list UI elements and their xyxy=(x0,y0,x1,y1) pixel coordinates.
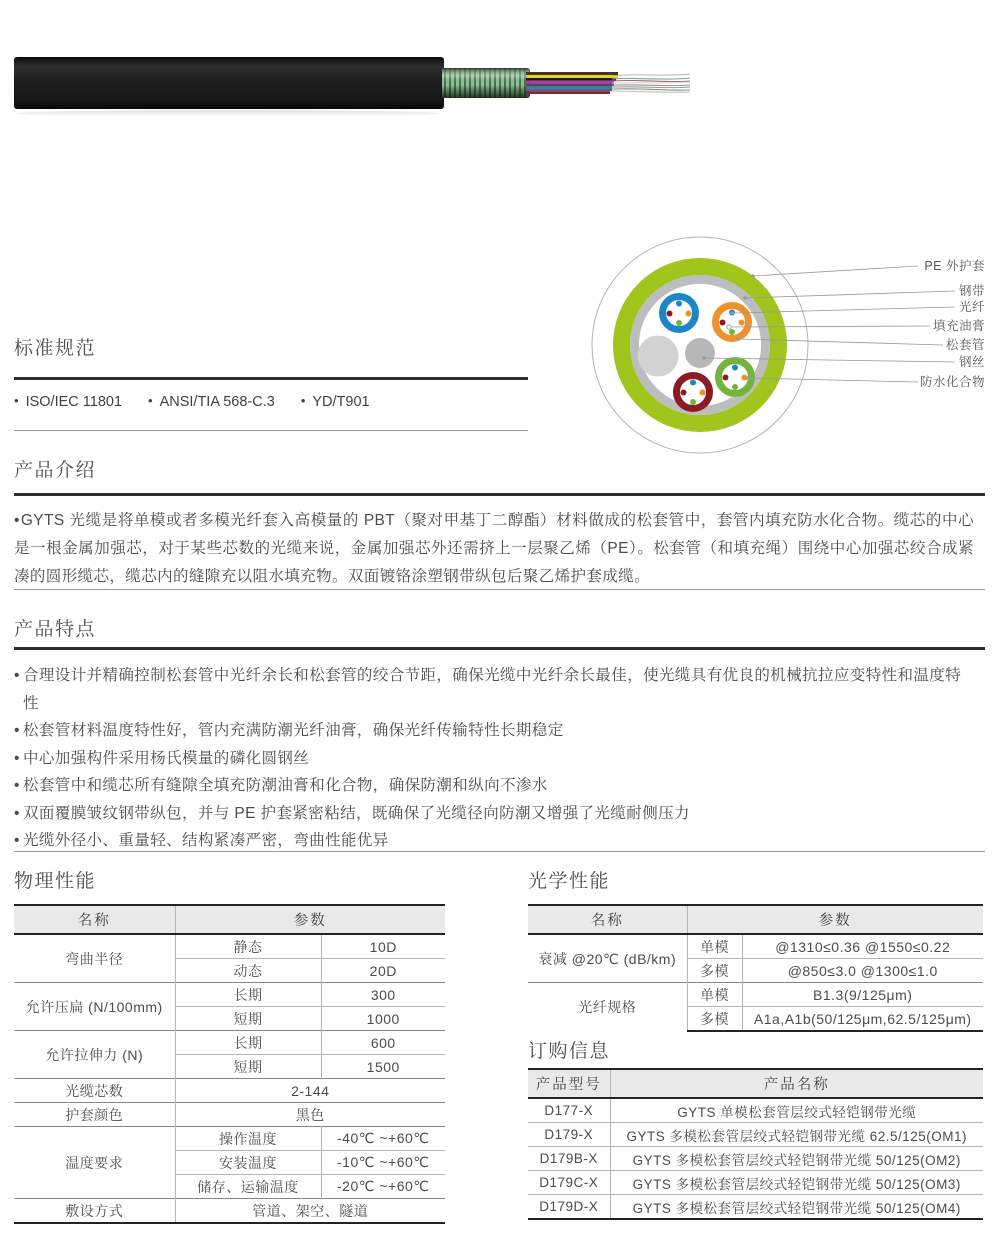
diagram-label-steel-wire: 钢丝 xyxy=(958,355,985,369)
section-divider xyxy=(14,851,985,852)
title-rule xyxy=(14,647,985,650)
intro-paragraph: • GYTS 光缆是将单模或者多模光纤套入高模量的 PBT（聚对甲基丁二醇酯）材料做成的松套管中，套管内填充防水化合物。缆芯的中心是一根金属加强芯，对于某些芯数的光缆来说，金属加强芯外还需挤上一层聚乙烯（PE）。松套管（和填充绳）围绕中心加强芯绞合成紧凑的圆形缆芯，缆芯内的缝隙充以阻水填充物。双面镀铬涂塑钢带纵包后聚乙烯护套成缆。 xyxy=(14,507,974,591)
cable-bare-fibers xyxy=(612,74,690,92)
loose-tube-orange xyxy=(716,306,749,339)
feature-item: • 松套管材料温度特性好，管内充满防潮光纤油膏，确保光纤传输特性长期稳定 xyxy=(14,717,974,745)
table-row xyxy=(528,1171,983,1195)
standards-list xyxy=(14,394,370,410)
value-cell: B1.3(9/125μm) xyxy=(742,983,983,1007)
standard-item: • ANSI/TIA 568-C.3 xyxy=(148,394,275,410)
features-list xyxy=(14,662,974,855)
value-cell: @1310≤0.36 @1550≤0.22 xyxy=(775,938,951,955)
table-row xyxy=(528,1123,983,1147)
sub-label: 静态 xyxy=(175,934,321,959)
column-header-name: 名称 xyxy=(14,905,175,934)
diagram-labels xyxy=(920,258,985,389)
model-cell: D179D-X xyxy=(528,1195,610,1220)
diagram-label-fiber: 光纤 xyxy=(958,300,985,314)
table-row xyxy=(14,1079,445,1103)
sub-label: 多模 xyxy=(687,959,742,983)
product-name-cell: GYTS 单模松套管层绞式轻铠钢带光缆 xyxy=(677,1104,917,1120)
value-cell: 1000 xyxy=(321,1007,445,1031)
feature-item: • 合理设计并精确控制松套管中光纤余长和松套管的绞合节距，确保光缆中光纤余长最佳，使光缆具有优良的机械抗拉应变特性和温度特性 xyxy=(14,662,974,717)
value-cell: 10D xyxy=(369,938,397,955)
row-label: 敷设方式 xyxy=(14,1199,175,1224)
sub-label: 操作温度 xyxy=(175,1127,321,1151)
feature-item: • 光缆外径小、重量轻、结构紧凑严密，弯曲性能优异 xyxy=(14,827,974,855)
sub-label: 长期 xyxy=(175,1031,321,1055)
product-name-cell: GYTS 多模松套管层绞式轻铠钢带光缆 50/125(OM3) xyxy=(610,1171,983,1195)
value-cell: @850≤3.0 @1300≤1.0 xyxy=(742,959,983,983)
sub-label: 多模 xyxy=(687,1007,742,1032)
table-row xyxy=(14,983,445,1007)
sub-label: 储存、运输温度 xyxy=(175,1175,321,1199)
standard-item: • YD/T901 xyxy=(301,394,370,410)
value-cell: 2-144 xyxy=(175,1079,445,1103)
title-rule xyxy=(14,493,985,496)
table-row xyxy=(528,1098,983,1123)
sub-label: 动态 xyxy=(175,959,321,983)
cable-product-photo xyxy=(14,57,690,109)
column-header-param: 参数 xyxy=(175,905,445,934)
section-title-standards: 标准规范 xyxy=(14,338,97,359)
section-title-intro: 产品介绍 xyxy=(14,460,97,481)
cable-shadow xyxy=(16,110,440,117)
row-label: 衰减 @20℃ (dB/km) xyxy=(528,934,687,983)
value-cell: -10℃ ~+60℃ xyxy=(321,1151,445,1175)
section-ordering-info xyxy=(528,1041,983,1216)
standard-item: • ISO/IEC 11801 xyxy=(14,394,122,410)
physical-properties-table xyxy=(14,904,445,1224)
cable-cross-section-diagram xyxy=(585,235,1000,460)
row-label: 允许拉伸力 (N) xyxy=(14,1031,175,1079)
sub-label: 单模 xyxy=(687,934,742,959)
value-cell: 黑色 xyxy=(175,1103,445,1127)
sub-label: 长期 xyxy=(175,983,321,1007)
diagram-label-pe-jacket: PE 外护套 xyxy=(924,259,985,273)
column-header-param: 参数 xyxy=(687,905,983,934)
column-header-name: 名称 xyxy=(528,905,687,934)
table-row xyxy=(14,1199,445,1224)
cable-armor-corrugated xyxy=(442,68,530,98)
table-row xyxy=(14,934,445,959)
table-header-row xyxy=(528,905,983,934)
feature-item: • 双面覆膜皱纹钢带纵包，并与 PE 护套紧密粘结，既确保了光缆径向防潮又增强了光缆耐侧压力 xyxy=(14,800,974,828)
sub-label: 短期 xyxy=(175,1007,321,1031)
row-label: 光缆芯数 xyxy=(14,1079,175,1103)
value-cell: A1a,A1b(50/125μm,62.5/125μm) xyxy=(742,1007,983,1032)
diagram-label-steel-tape: 钢带 xyxy=(958,284,985,298)
table-row xyxy=(528,983,983,1007)
diagram-label-water-blocking: 防水化合物 xyxy=(919,375,985,389)
product-name-cell: GYTS 多模松套管层绞式轻铠钢带光缆 50/125(OM2) xyxy=(610,1147,983,1171)
value-cell: -20℃ ~+60℃ xyxy=(321,1175,445,1199)
loose-tube-dark-red xyxy=(677,376,710,409)
table-row xyxy=(528,934,983,959)
section-features xyxy=(14,619,985,854)
section-optical-properties xyxy=(528,871,983,1026)
column-header-model: 产品型号 xyxy=(528,1069,610,1098)
product-name-cell: GYTS 多模松套管层绞式轻铠钢带光缆 50/125(OM4) xyxy=(610,1195,983,1220)
table-row xyxy=(528,1195,983,1220)
table-row xyxy=(14,1031,445,1055)
table-row xyxy=(14,1127,445,1151)
section-divider xyxy=(14,430,528,431)
column-header-product-name: 产品名称 xyxy=(610,1069,983,1098)
section-standards xyxy=(14,338,528,433)
title-rule xyxy=(14,377,528,380)
row-label: 允许压扁 (N/100mm) xyxy=(14,983,175,1031)
value-cell: 1500 xyxy=(321,1055,445,1079)
section-intro xyxy=(14,460,985,590)
value-cell: -40℃ ~+60℃ xyxy=(321,1127,445,1151)
ordering-info-table xyxy=(528,1068,983,1220)
section-title-physical: 物理性能 xyxy=(14,871,97,892)
row-label: 光纤规格 xyxy=(528,983,687,1032)
section-physical-properties xyxy=(14,871,445,1219)
section-title-ordering: 订购信息 xyxy=(528,1041,611,1062)
value-cell: 600 xyxy=(321,1031,445,1055)
loose-tube-blue xyxy=(663,297,696,330)
section-divider xyxy=(14,589,985,590)
diagram-label-filling-gel: 填充油膏 xyxy=(932,319,985,333)
feature-item: • 松套管中和缆芯所有缝隙全填充防潮油膏和化合物，确保防潮和纵向不渗水 xyxy=(14,772,974,800)
section-title-optical: 光学性能 xyxy=(528,871,611,892)
table-header-row xyxy=(528,1069,983,1098)
row-label: 弯曲半径 xyxy=(14,934,175,983)
model-cell: D179B-X xyxy=(528,1147,610,1171)
table-row xyxy=(528,1147,983,1171)
section-title-features: 产品特点 xyxy=(14,619,97,640)
sub-label: 安装温度 xyxy=(175,1151,321,1175)
model-cell: D177-X xyxy=(528,1098,610,1123)
row-label: 温度要求 xyxy=(14,1127,175,1199)
product-name-cell: GYTS 多模松套管层绞式轻铠钢带光缆 62.5/125(OM1) xyxy=(610,1123,983,1147)
table-row xyxy=(14,1103,445,1127)
table-header-row xyxy=(14,905,445,934)
sub-label: 短期 xyxy=(175,1055,321,1079)
feature-item: • 中心加强构件采用杨氏模量的磷化圆钢丝 xyxy=(14,745,974,773)
cable-jacket xyxy=(14,57,444,109)
sub-label: 单模 xyxy=(687,983,742,1007)
value-cell: 20D xyxy=(321,959,445,983)
value-cell: 300 xyxy=(321,983,445,1007)
cable-loose-tubes xyxy=(526,72,618,94)
row-label: 护套颜色 xyxy=(14,1103,175,1127)
diagram-label-loose-tube: 松套管 xyxy=(945,338,985,352)
optical-properties-table xyxy=(528,904,983,1032)
value-cell: 管道、架空、隧道 xyxy=(175,1199,445,1224)
model-cell: D179C-X xyxy=(528,1171,610,1195)
model-cell: D179-X xyxy=(528,1123,610,1147)
